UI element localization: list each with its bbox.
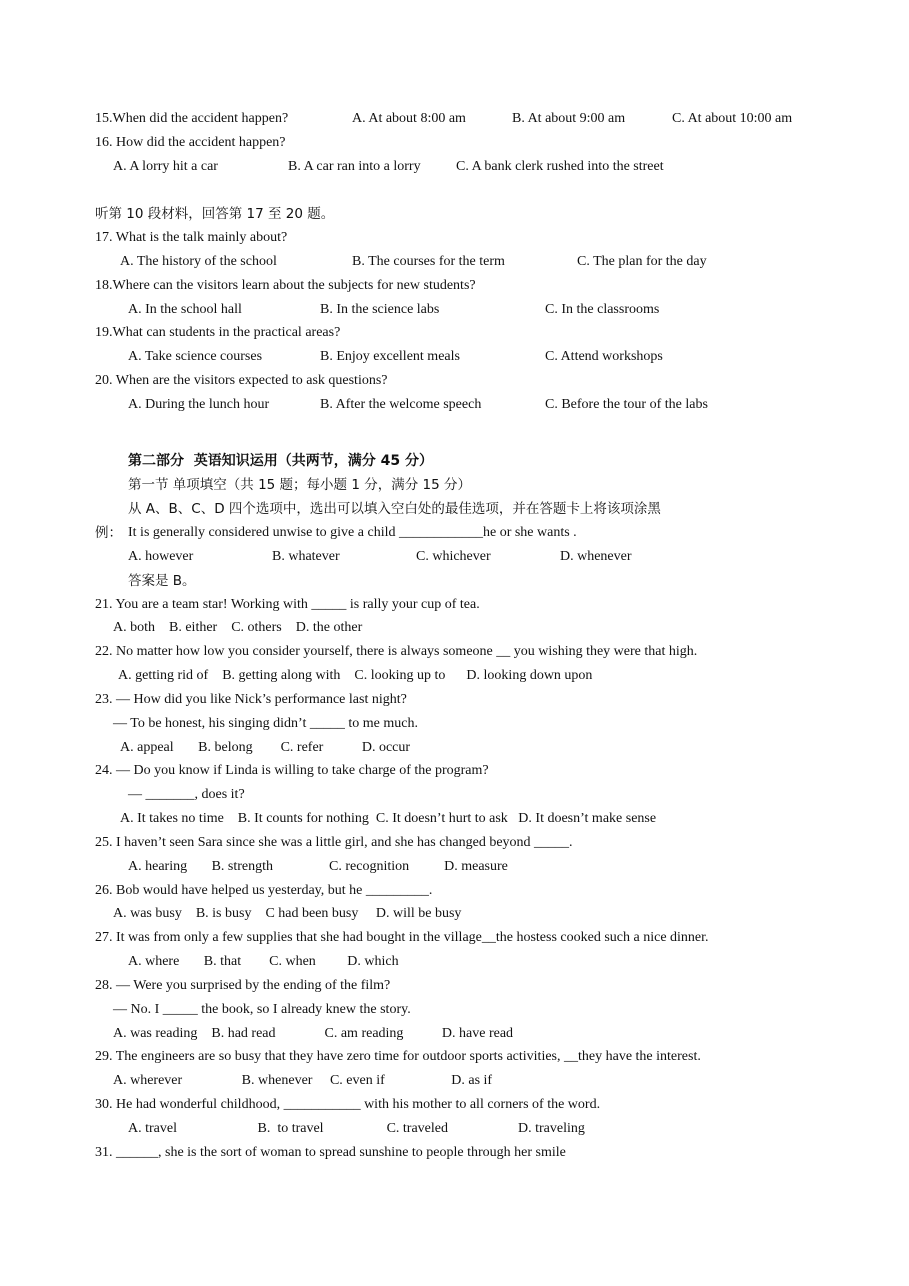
text-line: C. At about 10:00 am xyxy=(672,111,793,126)
text-line: A. The history of the school xyxy=(120,254,277,269)
text-line: 31. ______, she is the sort of woman to spread sunshine to people through her smile xyxy=(95,1145,566,1160)
text-line: A. was reading B. had read C. am reading D. have read xyxy=(113,1026,514,1041)
text-line: B. The courses for the term xyxy=(352,254,505,269)
text-line: 例： xyxy=(95,525,122,541)
text-line: C. whichever xyxy=(416,549,491,564)
text-line: A. travel B. to travel C. traveled D. traveling xyxy=(128,1121,585,1136)
text-line: A. appeal B. belong C. refer D. occur xyxy=(120,740,411,755)
text-line: A. getting rid of B. getting along with C. looking up to D. looking down upon xyxy=(118,668,593,683)
text-line: A. was busy B. is busy C had been busy D. will be busy xyxy=(113,906,462,921)
text-line: B. whatever xyxy=(272,549,340,564)
text-line: A. At about 8:00 am xyxy=(352,111,466,126)
text-line: 16. How did the accident happen? xyxy=(95,135,286,150)
text-line: 答案是 B。 xyxy=(128,573,196,589)
text-line: B. A car ran into a lorry xyxy=(288,159,421,174)
text-line: 24. — Do you know if Linda is willing to take charge of the program? xyxy=(95,763,489,778)
text-line: A. hearing B. strength C. recognition D. measure xyxy=(128,859,508,874)
text-line: It is generally considered unwise to give a child ____________he or she wants . xyxy=(128,525,577,540)
text-line: 26. Bob would have helped us yesterday, but he _________. xyxy=(95,883,433,898)
text-line: C. Before the tour of the labs xyxy=(545,397,708,412)
text-line: 28. — Were you surprised by the ending of the film? xyxy=(95,978,391,993)
text-line: C. In the classrooms xyxy=(545,302,660,317)
text-line: 17. What is the talk mainly about? xyxy=(95,230,288,245)
text-line: A. A lorry hit a car xyxy=(113,159,218,174)
text-line: 15.When did the accident happen? xyxy=(95,111,289,126)
text-line: A. wherever B. whenever C. even if D. as if xyxy=(113,1073,493,1088)
text-line: A. In the school hall xyxy=(128,302,242,317)
text-line: 22. No matter how low you consider yourself, there is always someone __ you wishing they were that high. xyxy=(95,644,698,659)
text-line: 25. I haven’t seen Sara since she was a little girl, and she has changed beyond _____. xyxy=(95,835,573,850)
text-line: 29. The engineers are so busy that they have zero time for outdoor sports activities, __they have the interest. xyxy=(95,1049,701,1064)
text-line: B. At about 9:00 am xyxy=(512,111,626,126)
text-line: — _______, does it? xyxy=(128,787,245,802)
text-line: C. Attend workshops xyxy=(545,349,663,364)
text-line: C. A bank clerk rushed into the street xyxy=(456,159,664,174)
text-line: A. however xyxy=(128,549,194,564)
text-line: 19.What can students in the practical areas? xyxy=(95,325,341,340)
text-line: — To be honest, his singing didn’t _____ to me much. xyxy=(113,716,418,731)
text-line: D. whenever xyxy=(560,549,632,564)
text-line: 从 A、B、C、D 四个选项中，选出可以填入空白处的最佳选项，并在答题卡上将该项涂黑 xyxy=(128,501,661,517)
text-line: A. where B. that C. when D. which xyxy=(128,954,399,969)
text-line: 27. It was from only a few supplies that she had bought in the village__the hostess cooked such a nice dinner. xyxy=(95,930,709,945)
text-line: 第二部分 英语知识运用（共两节，满分 45 分） xyxy=(128,453,433,469)
text-line: B. After the welcome speech xyxy=(320,397,482,412)
text-line: A. During the lunch hour xyxy=(128,397,270,412)
text-line: A. It takes no time B. It counts for nothing C. It doesn’t hurt to ask D. It doesn’t make sense xyxy=(120,811,657,826)
text-line: 第一节 单项填空（共 15 题；每小题 1 分，满分 15 分） xyxy=(128,477,471,493)
text-line: C. The plan for the day xyxy=(577,254,707,269)
text-line: A. both B. either C. others D. the other xyxy=(113,620,363,635)
text-line: A. Take science courses xyxy=(128,349,263,364)
text-line: 23. — How did you like Nick’s performance last night? xyxy=(95,692,407,707)
text-line: 20. When are the visitors expected to ask questions? xyxy=(95,373,388,388)
text-line: — No. I _____ the book, so I already knew the story. xyxy=(113,1002,411,1017)
text-line: B. In the science labs xyxy=(320,302,440,317)
text-line: B. Enjoy excellent meals xyxy=(320,349,460,364)
text-line: 18.Where can the visitors learn about the subjects for new students? xyxy=(95,278,476,293)
text-line: 30. He had wonderful childhood, ___________ with his mother to all corners of the word. xyxy=(95,1097,601,1112)
text-line: 听第 10 段材料，回答第 17 至 20 题。 xyxy=(95,206,335,222)
text-line: 21. You are a team star! Working with _____ is rally your cup of tea. xyxy=(95,597,480,612)
